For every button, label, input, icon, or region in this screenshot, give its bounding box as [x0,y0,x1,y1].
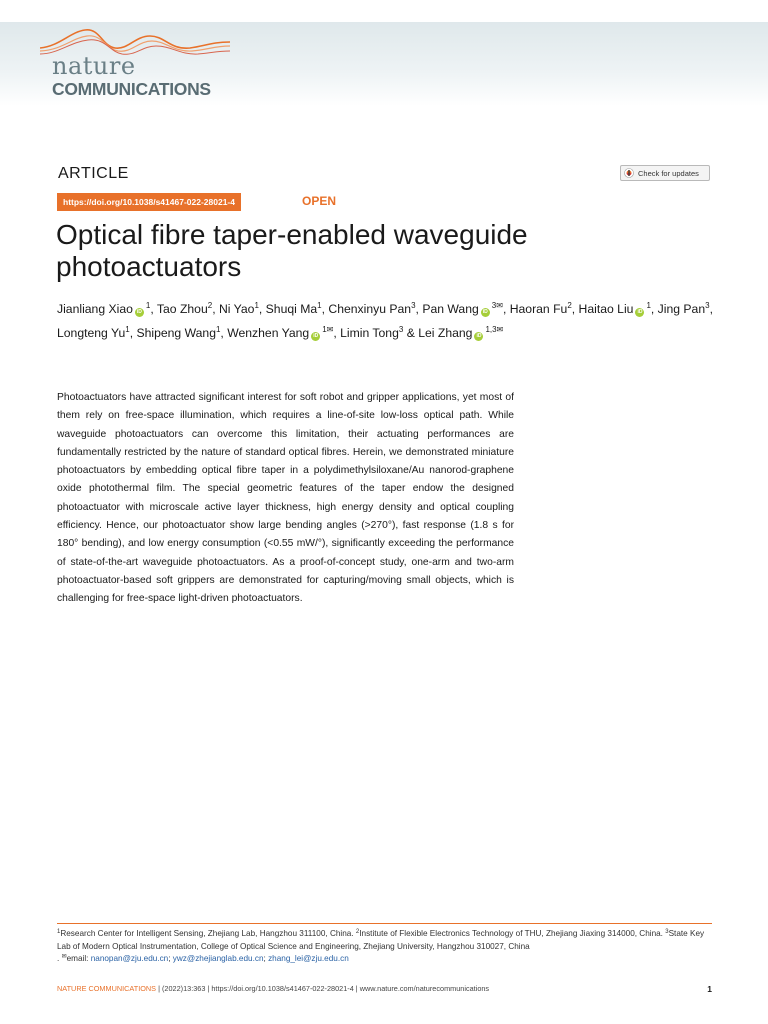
check-for-updates-button[interactable] [620,165,710,181]
author-affiliation: 3 [705,301,710,310]
author-affiliation: 2 [207,301,213,310]
orcid-icon[interactable]: iD [637,309,643,315]
page-footer [57,983,712,995]
author-affiliation: 1 [646,301,651,310]
author-list [57,297,727,345]
author-affiliation: 2 [567,301,572,310]
author-affiliation: 1 [317,301,322,310]
footnote-divider [57,923,712,924]
author-affiliation: 1 [215,325,221,334]
crossmark-icon [624,168,634,178]
author-affiliation: 1✉ [322,325,334,334]
author-name[interactable]: Shipeng Wang [136,326,216,340]
orcid-icon[interactable]: iD [482,309,488,315]
email-link-3[interactable]: zhang_lei@zju.edu.cn [268,954,349,963]
author-separator: , [415,302,423,316]
author-name[interactable]: Jianliang Xiao [57,302,133,316]
affiliation-3: State Key Lab of Modern Optical Instrumentation, College of Optical Science and Engineering, Zhejiang University, Hangzhou 310027, China [57,929,705,951]
author-separator: & [403,326,419,340]
doi-link-badge[interactable]: https://doi.org/10.1038/s41467-022-28021-4 [57,193,241,211]
author-affiliation: 1 [125,325,130,334]
author-separator: , [212,302,219,316]
author-name[interactable]: Wenzhen Yang [227,326,310,340]
email-prefix: . [57,954,62,963]
affiliation-2: Institute of Flexible Electronics Technology of THU, Zhejiang Jiaxing 314000, China. [359,929,663,938]
open-access-label: OPEN [302,194,337,208]
author-name[interactable]: Ni Yao [218,302,255,316]
author-separator: , [258,302,266,316]
affiliation-footnotes: $^1$Research Center for Intelligent Sensing, Zhejiang Lab, Hangzhou 311100, China. $^2$Institute of Flexible Electronics Technology of THU, Zhejiang Jiaxing 314000, China. $^3$State Key Lab of Modern Optical Instrumentation, College of Optical Science and Engineering, Zhejiang University, Hangzhou 310027, China . ✉email: nanopan@zju.edu.cn; ywz@zhejianglab.edu.cn; zhang_lei@zju.edu.cn [57,929,705,963]
affiliation-number: 1 [57,929,61,935]
journal-logo-communications: COMMUNICATIONS [52,79,211,99]
author-affiliation: 3 [411,301,416,310]
author-name[interactable]: Lei Zhang [418,326,473,340]
author-name[interactable]: Haitao Liu [578,302,634,316]
author-name[interactable]: Shuqi Ma [265,302,318,316]
author-separator: , [321,302,329,316]
footer-citation: | (2022)13:363 | https://doi.org/10.1038/s41467-022-28021-4 | www.nature.com/naturecommunications [156,984,490,993]
article-title: Optical fibre taper-enabled waveguide photoactuators [56,219,528,282]
author-name[interactable]: Haoran Fu [509,302,568,316]
author-affiliation: 3✉ [491,301,503,310]
affiliation-number: 2 [355,929,360,935]
email-link-1[interactable]: nanopan@zju.edu.cn [90,954,169,963]
author-name[interactable]: Chenxinyu Pan [328,302,412,316]
orcid-icon[interactable]: iD [476,333,482,339]
author-separator: , [709,302,713,316]
author-name[interactable]: Tao Zhou [156,302,208,316]
author-separator: , [220,326,228,340]
orcid-icon[interactable]: iD [313,333,319,339]
email-link-2[interactable]: ywz@zhejianglab.edu.cn [172,954,264,963]
affiliation-1: Research Center for Intelligent Sensing, Zhejiang Lab, Hangzhou 311100, China. [60,929,354,938]
author-separator: , [150,302,157,316]
article-type-label: ARTICLE [58,165,129,182]
footer-journal-name: NATURE COMMUNICATIONS [57,984,157,993]
author-name[interactable]: Pan Wang [422,302,479,316]
author-affiliation: 1,3✉ [485,325,504,334]
author-separator: , [502,302,510,316]
email-label: email: [66,954,91,963]
author-separator: , [571,302,579,316]
orcid-icon[interactable]: iD [136,309,142,315]
author-separator: , [129,326,137,340]
author-name[interactable]: Jing Pan [657,302,706,316]
check-for-updates-label: Check for updates [638,168,699,178]
journal-header [0,22,768,106]
abstract: Photoactuators have attracted significant interest for soft robot and gripper applications, yet most of them rely on free-space illumination, which requires a line-of-site low-loss optical path. While waveguide photoactuators can overcome this limitation, their actuating performances are fundamentally restricted by the nature of standard optical fibres. Herein, we demonstrated miniature photoactuators by embedding optical fibre taper in a polydimethylsiloxane/Au nanorod-graphene oxide photothermal film. The special geometric features of the taper endow the designed photoactuator with microscale active layer thickness, high energy density and optical coupling efficiency. Hence, our photoactuator show large bending angles (>270°), fast response (1.8 s for 180° bending), and low energy consumption (<0.55 mW/°), significantly exceeding the performance of state-of-the-art waveguide photoactuators. As a proof-of-concept study, one-arm and two-arm photoactuator-based soft grippers are demonstrated for capturing/moving small objects, which is challenging for free-space light-driven photoactuators. [57,392,514,605]
envelope-icon: ✉ [61,954,67,960]
page-number: 1 [707,984,712,994]
author-name[interactable]: Limin Tong [340,326,399,340]
author-separator: , [650,302,658,316]
author-name[interactable]: Longteng Yu [57,326,126,340]
journal-logo-nature: nature [52,52,136,80]
author-affiliation: 1 [254,301,259,310]
author-affiliation: 3 [398,325,404,334]
author-affiliation: 1 [145,301,151,310]
affiliation-number: 3 [665,929,669,935]
author-separator: , [333,326,341,340]
